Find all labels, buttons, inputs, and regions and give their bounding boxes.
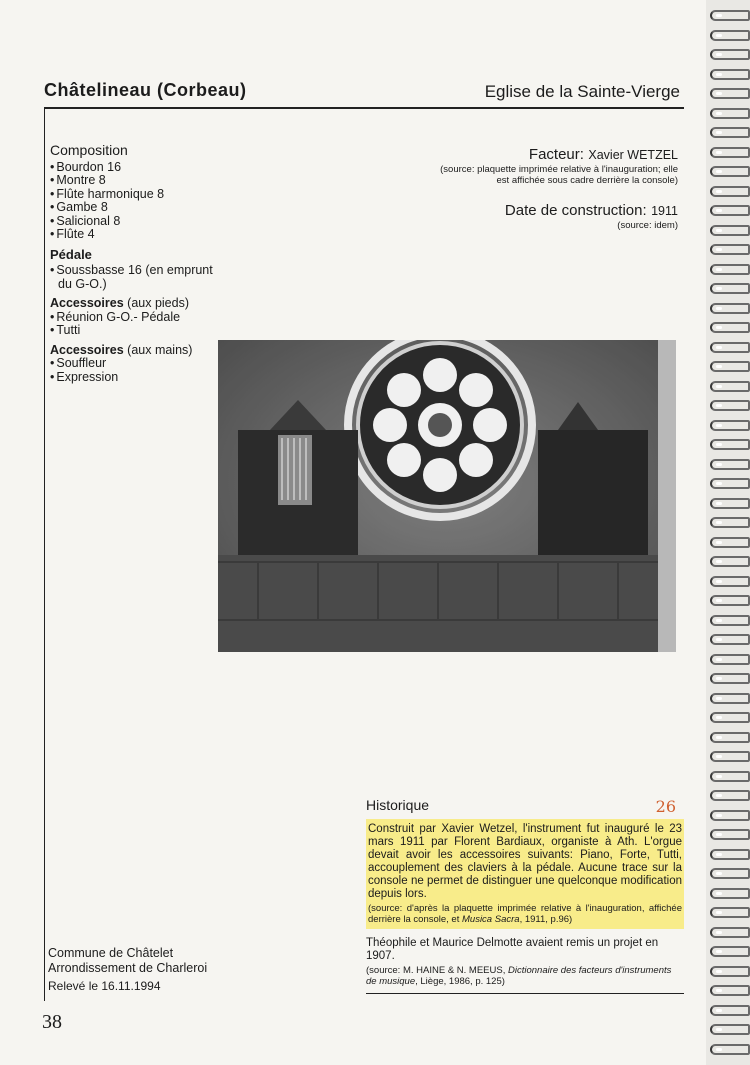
- binding-ring: [710, 244, 750, 255]
- stop-item: • Montre 8: [50, 174, 220, 188]
- history-title: Historique: [366, 797, 430, 813]
- footer-location: [48, 946, 207, 994]
- stop-item: • Souffleur: [50, 357, 220, 371]
- church-title: Eglise de la Sainte-Vierge: [484, 82, 680, 101]
- binding-ring: [710, 381, 750, 392]
- binding-ring: [710, 907, 750, 918]
- binding-ring: [710, 712, 750, 723]
- survey-date: Relevé le 16.11.1994: [48, 979, 161, 993]
- binding-ring: [710, 400, 750, 411]
- binding-ring: [710, 342, 750, 353]
- binding-ring: [710, 88, 750, 99]
- binding-ring: [710, 966, 750, 977]
- binding-ring: [710, 732, 750, 743]
- pedal-stops: [50, 264, 220, 291]
- builder-name: Xavier WETZEL: [588, 148, 678, 162]
- history-text-2: Théophile et Maurice Delmotte avaient remis un projet en 1907.: [366, 937, 659, 962]
- binding-ring: [710, 205, 750, 216]
- binding-ring: [710, 810, 750, 821]
- header-rule: [44, 107, 684, 109]
- binding-ring: [710, 985, 750, 996]
- history-source: (source: d'après la plaquette imprimée relative à l'inauguration, affichée derrière la console, et Musica Sacra, 1911, p.96): [368, 903, 682, 925]
- binding-ring: [710, 751, 750, 762]
- stop-item: • Flûte harmonique 8: [50, 188, 220, 202]
- binding-ring: [710, 69, 750, 80]
- place-title: Châtelineau (Corbeau): [44, 80, 247, 100]
- organ-photo: [218, 340, 676, 652]
- binding-ring: [710, 517, 750, 528]
- stop-item: • Tutti: [50, 324, 220, 338]
- binding-ring: [710, 30, 750, 41]
- binding-ring: [710, 478, 750, 489]
- binding-ring: [710, 361, 750, 372]
- binding-ring: [710, 225, 750, 236]
- binding-ring: [710, 888, 750, 899]
- binding-ring: [710, 693, 750, 704]
- binding-ring: [710, 127, 750, 138]
- arrondissement-name: Arrondissement de Charleroi: [48, 961, 208, 975]
- binding-ring: [710, 615, 750, 626]
- binding-ring: [710, 1005, 750, 1016]
- binding-ring: [710, 147, 750, 158]
- history-addendum: [366, 937, 684, 987]
- builder-label: Facteur:: [528, 146, 584, 163]
- commune-name: Commune de Châtelet: [48, 946, 174, 960]
- date-source: (source: idem): [617, 220, 678, 231]
- pedal-title: Pédale: [50, 246, 92, 262]
- binding-ring: [710, 420, 750, 431]
- stop-item: • Réunion G-O.- Pédale: [50, 311, 220, 325]
- feet-accessories-title: Accessoires (aux pieds): [50, 296, 189, 310]
- binding-ring: [710, 829, 750, 840]
- binding-ring: [710, 439, 750, 450]
- left-margin-rule: [44, 109, 45, 1001]
- binding-ring: [710, 946, 750, 957]
- binding-ring: [710, 576, 750, 587]
- history-text-highlighted: [366, 819, 684, 929]
- binding-ring: [710, 186, 750, 197]
- feet-accessories: [50, 311, 220, 338]
- page-number: 38: [42, 1011, 62, 1033]
- composition-column: [50, 144, 220, 384]
- history-source-2: (source: M. HAINE & N. MEEUS, Dictionnaire des facteurs d'instruments de musique, Liège, 1986, p. 125): [366, 965, 672, 987]
- hand-accessories-title: Accessoires (aux mains): [50, 342, 193, 357]
- spiral-binding: [706, 0, 750, 1065]
- binding-ring: [710, 595, 750, 606]
- binding-ring: [710, 537, 750, 548]
- binding-ring: [710, 927, 750, 938]
- binding-ring: [710, 790, 750, 801]
- binding-ring: [710, 264, 750, 275]
- binding-ring: [710, 322, 750, 333]
- manual-stops: [50, 161, 220, 242]
- date-label: Date de construction:: [504, 202, 647, 219]
- page-header: [44, 80, 684, 104]
- construction-date: 1911: [651, 204, 678, 218]
- binding-ring: [710, 166, 750, 177]
- builder-source: (source: plaquette imprimée relative à l'inauguration; elle est affichée sous cadre derrière la console): [440, 164, 678, 186]
- binding-ring: [710, 459, 750, 470]
- stop-item: • Salicional 8: [50, 215, 220, 229]
- stop-item: • Flûte 4: [50, 228, 220, 242]
- binding-ring: [710, 556, 750, 567]
- binding-ring: [710, 634, 750, 645]
- stop-item: • Bourdon 16: [50, 161, 220, 175]
- history-section: [366, 797, 684, 994]
- binding-ring: [710, 868, 750, 879]
- composition-title: Composition: [50, 142, 128, 158]
- binding-ring: [710, 283, 750, 294]
- handwritten-mark: 26: [655, 797, 676, 816]
- binding-ring: [710, 654, 750, 665]
- stop-item: • Gambe 8: [50, 201, 220, 215]
- binding-ring: [710, 303, 750, 314]
- stop-item: • Expression: [50, 371, 220, 385]
- binding-ring: [710, 10, 750, 21]
- binding-ring: [710, 673, 750, 684]
- binding-ring: [710, 849, 750, 860]
- history-rule: [366, 993, 684, 994]
- binding-ring: [710, 1044, 750, 1055]
- history-text: Construit par Xavier Wetzel, l'instrument fut inauguré le 23 mars 1911 par Florent Bardiaux, organiste à Ath. L'orgue devait avoir les accessoires suivants: Piano, Forte, Tutti, accouplement des claviers à la pédale. Aucune trace sur la console ne permet de distinguer une quelconque modification depuis lors.: [368, 823, 682, 900]
- binding-ring: [710, 49, 750, 60]
- binding-ring: [710, 771, 750, 782]
- binding-ring: [710, 108, 750, 119]
- binding-ring: [710, 1024, 750, 1035]
- stop-item: • Soussbasse 16 (en emprunt du G-O.): [50, 264, 220, 291]
- hand-accessories: [50, 357, 220, 384]
- builder-info: [338, 146, 678, 231]
- binding-ring: [710, 498, 750, 509]
